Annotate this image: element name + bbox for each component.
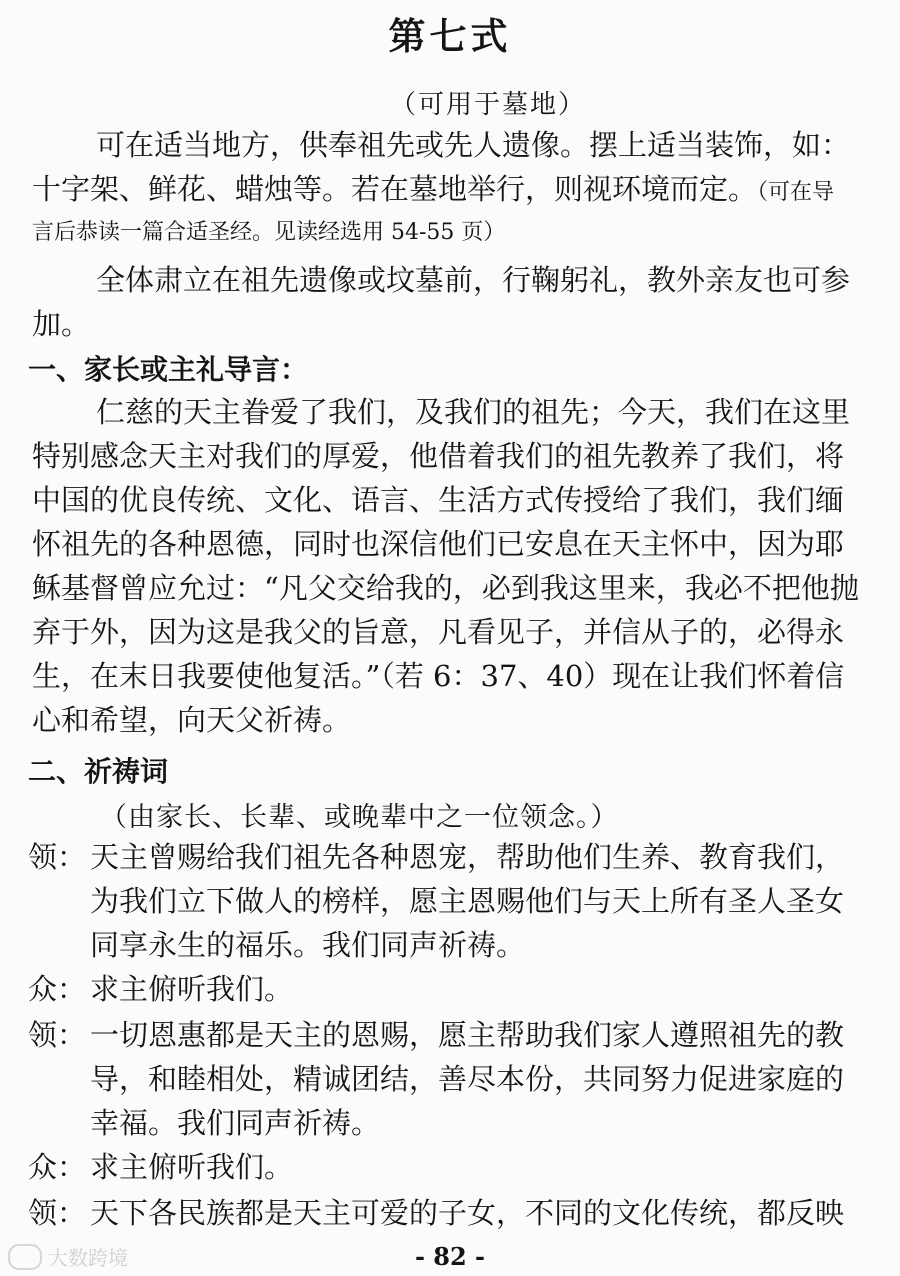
speaker-label: 众： <box>28 972 87 1006</box>
prayer-line: 一切恩惠都是天主的恩赐，愿主帮助我们家人遵照祖先的教 <box>90 1018 845 1052</box>
speaker-label: 领： <box>28 1196 87 1230</box>
speech-line: 心和希望，向天父祈祷。 <box>32 703 352 737</box>
stand-line: 加。 <box>32 307 91 341</box>
intro-speech-paragraph <box>32 390 878 742</box>
prayer-line: 求主俯听我们。 <box>90 1150 294 1184</box>
speaker-label: 众： <box>28 1150 87 1184</box>
prayer-line: 同享永生的福乐。我们同声祈祷。 <box>90 928 526 962</box>
prayer-instruction: （由家长、长辈、或晚辈中之一位领念。） <box>100 802 619 833</box>
intro-paragraph <box>32 123 878 251</box>
prayer-line: 求主俯听我们。 <box>90 972 294 1006</box>
speech-line: 特别感念天主对我们的厚爱，他借着我们的祖先教养了我们，将 <box>32 439 845 473</box>
prayer-line: 天主曾赐给我们祖先各种恩宠，帮助他们生养、教育我们， <box>90 840 845 874</box>
stand-paragraph <box>32 258 878 346</box>
speech-line: 稣基督曾应允过：“凡父交给我的，必到我这里来，我必不把他抛 <box>32 571 859 605</box>
prayer-line: 幸福。我们同声祈祷。 <box>90 1106 381 1140</box>
speech-line: 仁慈的天主眷爱了我们，及我们的祖先；今天，我们在这里 <box>96 395 851 429</box>
intro-line: 十字架、鲜花、蜡烛等。若在墓地举行，则视环境而定。（可在导 <box>32 172 835 206</box>
prayer-line: 天下各民族都是天主可爱的子女，不同的文化传统，都反映 <box>90 1196 845 1230</box>
prayer-entry <box>28 1191 878 1235</box>
speaker-label: 领： <box>28 840 87 874</box>
speech-line: 中国的优良传统、文化、语言、生活方式传授给了我们，我们缅 <box>32 483 845 517</box>
prayer-response <box>28 1145 878 1189</box>
speaker-label: 领： <box>28 1018 87 1052</box>
speech-line: 生，在末日我要使他复活。”（若 6：37、40）现在让我们怀着信 <box>32 659 845 693</box>
page-number: - 82 - <box>414 1242 486 1271</box>
prayer-line: 为我们立下做人的榜样，愿主恩赐他们与天上所有圣人圣女 <box>90 884 845 918</box>
page-title: 第七式 <box>388 15 512 58</box>
page-subtitle: （可用于墓地） <box>390 90 587 120</box>
speech-line: 弃于外，因为这是我父的旨意，凡看见子，并信从子的，必得永 <box>32 615 845 649</box>
prayer-entry <box>28 1013 878 1145</box>
prayer-response <box>28 967 878 1011</box>
prayer-line: 导，和睦相处，精诚团结，善尽本份，共同努力促进家庭的 <box>90 1062 845 1096</box>
watermark-text: 大数跨境 <box>48 1246 128 1270</box>
section-heading-intro: 一、家长或主礼导言： <box>28 353 309 386</box>
intro-line: 可在适当地方，供奉祖先或先人遗像。摆上适当装饰，如： <box>96 128 851 162</box>
prayer-entry <box>28 835 878 967</box>
intro-note-line: 言后恭读一篇合适圣经。见读经选用 54-55 页） <box>32 220 506 245</box>
section-heading-prayer: 二、祈祷词 <box>28 755 169 788</box>
speech-line: 怀祖先的各种恩德，同时也深信他们已安息在天主怀中，因为耶 <box>32 527 845 561</box>
stand-line: 全体肃立在祖先遗像或坟墓前，行鞠躬礼，教外亲友也可参 <box>96 263 851 297</box>
